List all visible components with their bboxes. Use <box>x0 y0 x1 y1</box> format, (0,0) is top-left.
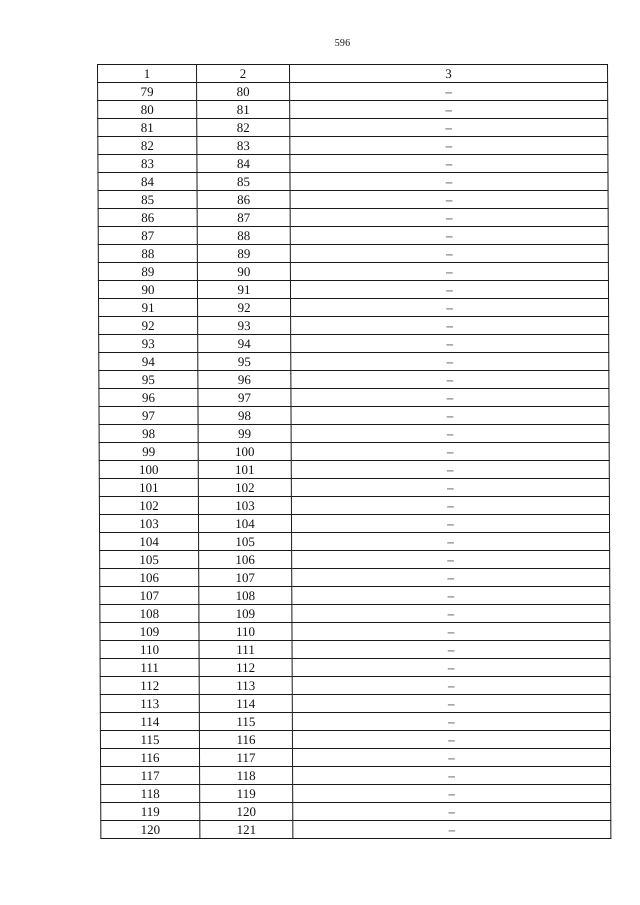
table-cell-col-2: 93 <box>198 317 291 335</box>
table-cell-col-3: – <box>291 425 609 443</box>
table-row <box>99 335 609 353</box>
table-cell-col-3: – <box>290 281 608 299</box>
table-cell-col-3: – <box>292 569 610 587</box>
table-cell-col-3: – <box>291 515 609 533</box>
table-row <box>98 245 608 263</box>
table-cell-col-1: 103 <box>99 515 198 533</box>
table-row <box>99 389 609 407</box>
table-cell-col-2: 89 <box>197 245 290 263</box>
data-table-container <box>97 64 610 839</box>
table-cell-col-1: 95 <box>99 371 198 389</box>
table-row <box>101 785 611 803</box>
table-row <box>98 137 608 155</box>
table-cell-col-2: 116 <box>199 731 292 749</box>
table-cell-col-1: 94 <box>99 353 198 371</box>
table-row <box>98 209 608 227</box>
table-cell-col-2: 111 <box>199 641 292 659</box>
table-cell-col-1: 85 <box>98 191 197 209</box>
table-cell-col-2: 112 <box>199 659 292 677</box>
table-row <box>99 479 609 497</box>
header-row <box>98 65 608 83</box>
table-cell-col-1: 105 <box>100 551 199 569</box>
table-cell-col-3: – <box>291 335 609 353</box>
table-cell-col-3: – <box>291 389 609 407</box>
table-cell-col-3: – <box>291 353 609 371</box>
table-cell-col-1: 87 <box>98 227 197 245</box>
table-cell-col-1: 106 <box>100 569 199 587</box>
table-cell-col-3: – <box>292 677 610 695</box>
table-cell-col-2: 81 <box>197 101 290 119</box>
table-cell-col-3: – <box>292 749 610 767</box>
table-cell-col-2: 108 <box>199 587 292 605</box>
table-cell-col-1: 120 <box>101 821 200 839</box>
table-cell-col-1: 104 <box>100 533 199 551</box>
table-row <box>101 821 611 839</box>
table-cell-col-3: – <box>290 227 608 245</box>
table-cell-col-1: 114 <box>100 713 199 731</box>
table-cell-col-3: – <box>290 119 608 137</box>
table-cell-col-1: 91 <box>99 299 198 317</box>
table-row <box>100 731 610 749</box>
table-cell-col-3: – <box>292 587 610 605</box>
table-cell-col-1: 96 <box>99 389 198 407</box>
table-cell-col-3: – <box>292 695 610 713</box>
table-row <box>98 155 608 173</box>
table-cell-col-2: 119 <box>200 785 293 803</box>
table-cell-col-1: 82 <box>98 137 197 155</box>
table-cell-col-1: 117 <box>101 767 200 785</box>
table-cell-col-1: 81 <box>98 119 197 137</box>
table-cell-col-1: 116 <box>100 749 199 767</box>
table-header <box>98 65 608 83</box>
table-cell-col-3: – <box>290 155 608 173</box>
table-cell-col-1: 83 <box>98 155 197 173</box>
table-cell-col-3: – <box>292 623 610 641</box>
table-row <box>101 803 611 821</box>
table-row <box>99 317 609 335</box>
table-row <box>99 497 609 515</box>
table-cell-col-2: 113 <box>199 677 292 695</box>
table-row <box>100 659 610 677</box>
table-cell-col-1: 111 <box>100 659 199 677</box>
table-cell-col-2: 82 <box>197 119 290 137</box>
table-cell-col-3: – <box>290 173 608 191</box>
table-row <box>98 83 608 101</box>
table-body <box>98 83 611 839</box>
table-cell-col-2: 107 <box>199 569 292 587</box>
table-cell-col-3: – <box>292 551 610 569</box>
table-cell-col-1: 79 <box>98 83 197 101</box>
table-cell-col-2: 115 <box>199 713 292 731</box>
table-row <box>101 767 611 785</box>
table-cell-col-3: – <box>292 713 610 731</box>
table-row <box>99 515 609 533</box>
column-header-1: 1 <box>98 65 197 83</box>
table-row <box>99 299 609 317</box>
table-cell-col-2: 99 <box>198 425 291 443</box>
table-cell-col-2: 114 <box>199 695 292 713</box>
table-cell-col-3: – <box>293 803 611 821</box>
table-cell-col-2: 87 <box>197 209 290 227</box>
column-header-2: 2 <box>197 65 290 83</box>
table-cell-col-2: 118 <box>200 767 293 785</box>
table-cell-col-2: 98 <box>198 407 291 425</box>
table-cell-col-1: 118 <box>101 785 200 803</box>
table-cell-col-2: 94 <box>198 335 291 353</box>
table-row <box>100 569 610 587</box>
table-cell-col-3: – <box>290 209 608 227</box>
table-cell-col-2: 91 <box>197 281 290 299</box>
table-cell-col-2: 100 <box>198 443 291 461</box>
table-row <box>100 641 610 659</box>
table-cell-col-3: – <box>291 479 609 497</box>
table-cell-col-2: 102 <box>198 479 291 497</box>
table-row <box>98 227 608 245</box>
table-cell-col-3: – <box>291 371 609 389</box>
table-cell-col-3: – <box>290 83 608 101</box>
table-cell-col-2: 84 <box>197 155 290 173</box>
table-row <box>98 101 608 119</box>
table-cell-col-2: 86 <box>197 191 290 209</box>
table-row <box>98 281 608 299</box>
table-cell-col-3: – <box>292 659 610 677</box>
table-row <box>99 461 609 479</box>
table-cell-col-1: 110 <box>100 641 199 659</box>
table-cell-col-1: 119 <box>101 803 200 821</box>
table-cell-col-3: – <box>290 263 608 281</box>
table-cell-col-2: 110 <box>199 623 292 641</box>
table-cell-col-1: 92 <box>99 317 198 335</box>
table-row <box>100 623 610 641</box>
table-cell-col-3: – <box>290 137 608 155</box>
table-cell-col-3: – <box>292 731 610 749</box>
table-cell-col-2: 85 <box>197 173 290 191</box>
page-number: 596 <box>334 38 351 49</box>
table-cell-col-1: 80 <box>98 101 197 119</box>
table-cell-col-2: 120 <box>200 803 293 821</box>
table-cell-col-3: – <box>290 191 608 209</box>
table-cell-col-1: 99 <box>99 443 198 461</box>
table-row <box>100 587 610 605</box>
table-cell-col-3: – <box>292 605 610 623</box>
data-table <box>97 64 611 839</box>
table-cell-col-1: 86 <box>98 209 197 227</box>
table-cell-col-3: – <box>292 533 610 551</box>
table-cell-col-3: – <box>291 497 609 515</box>
table-cell-col-3: – <box>291 317 609 335</box>
table-cell-col-3: – <box>290 101 608 119</box>
table-row <box>100 605 610 623</box>
table-cell-col-2: 103 <box>198 497 291 515</box>
table-cell-col-1: 102 <box>99 497 198 515</box>
table-cell-col-1: 97 <box>99 407 198 425</box>
table-cell-col-1: 115 <box>100 731 199 749</box>
table-row <box>98 119 608 137</box>
table-cell-col-1: 107 <box>100 587 199 605</box>
table-row <box>99 371 609 389</box>
table-cell-col-1: 108 <box>100 605 199 623</box>
table-cell-col-2: 90 <box>197 263 290 281</box>
table-cell-col-2: 88 <box>197 227 290 245</box>
table-cell-col-3: – <box>291 299 609 317</box>
table-cell-col-1: 109 <box>100 623 199 641</box>
table-cell-col-2: 96 <box>198 371 291 389</box>
table-cell-col-1: 88 <box>98 245 197 263</box>
table-cell-col-1: 100 <box>99 461 198 479</box>
table-cell-col-3: – <box>291 461 609 479</box>
table-cell-col-1: 89 <box>98 263 197 281</box>
table-cell-col-2: 83 <box>197 137 290 155</box>
table-cell-col-1: 93 <box>99 335 198 353</box>
table-cell-col-2: 97 <box>198 389 291 407</box>
table-cell-col-1: 98 <box>99 425 198 443</box>
table-cell-col-2: 92 <box>198 299 291 317</box>
table-cell-col-1: 101 <box>99 479 198 497</box>
column-header-3: 3 <box>290 65 608 83</box>
table-cell-col-3: – <box>293 785 611 803</box>
table-row <box>100 551 610 569</box>
table-cell-col-2: 101 <box>198 461 291 479</box>
table-cell-col-3: – <box>291 443 609 461</box>
table-row <box>98 173 608 191</box>
table-cell-col-1: 84 <box>98 173 197 191</box>
table-row <box>98 263 608 281</box>
table-cell-col-3: – <box>291 407 609 425</box>
table-cell-col-3: – <box>292 641 610 659</box>
table-cell-col-3: – <box>290 245 608 263</box>
table-row <box>99 425 609 443</box>
table-row <box>99 353 609 371</box>
table-row <box>100 695 610 713</box>
table-cell-col-2: 80 <box>197 83 290 101</box>
table-row <box>100 749 610 767</box>
table-cell-col-2: 106 <box>199 551 292 569</box>
table-cell-col-2: 105 <box>199 533 292 551</box>
table-row <box>98 191 608 209</box>
table-cell-col-3: – <box>293 821 611 839</box>
table-cell-col-1: 90 <box>98 281 197 299</box>
table-cell-col-2: 121 <box>200 821 293 839</box>
table-cell-col-2: 104 <box>198 515 291 533</box>
table-cell-col-2: 95 <box>198 353 291 371</box>
table-row <box>99 443 609 461</box>
table-cell-col-1: 112 <box>100 677 199 695</box>
table-cell-col-3: – <box>293 767 611 785</box>
table-cell-col-2: 117 <box>199 749 292 767</box>
table-cell-col-2: 109 <box>199 605 292 623</box>
table-row <box>99 407 609 425</box>
table-row <box>100 713 610 731</box>
table-cell-col-1: 113 <box>100 695 199 713</box>
table-row <box>100 677 610 695</box>
table-row <box>100 533 610 551</box>
